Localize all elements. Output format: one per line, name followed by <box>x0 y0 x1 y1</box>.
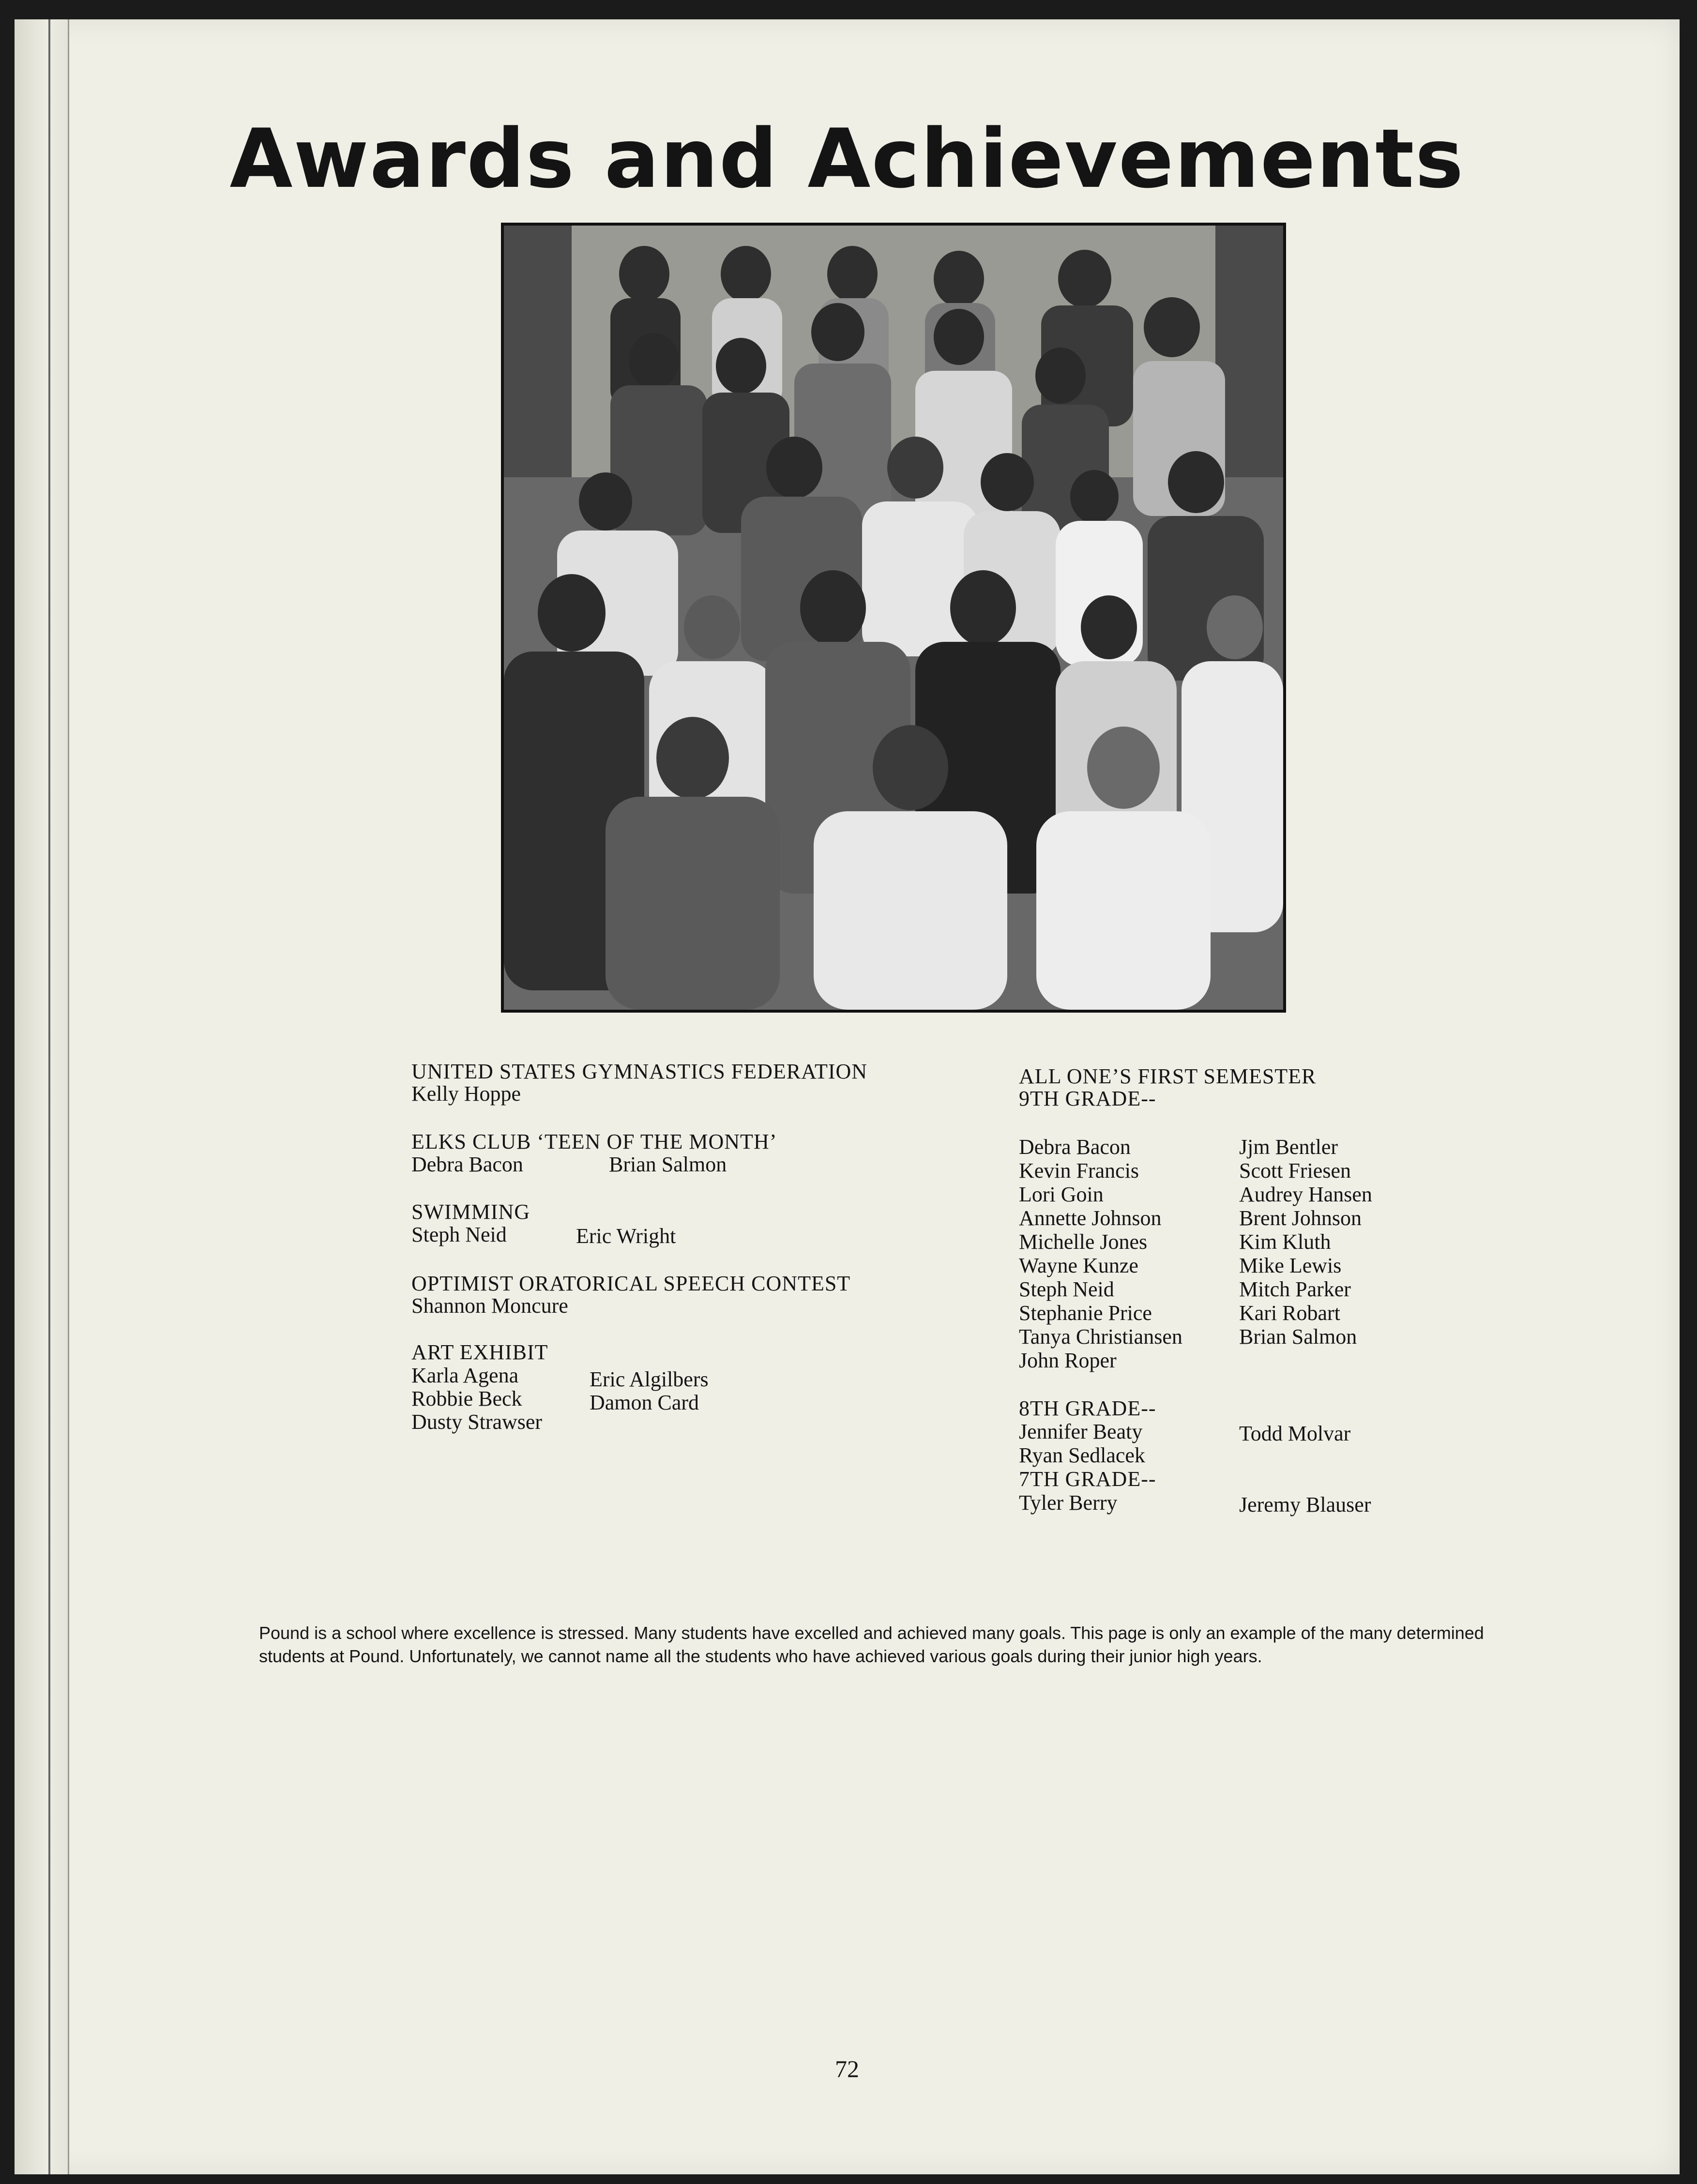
grade9-name: Wayne Kunze <box>1019 1254 1138 1277</box>
art-name-1: Karla Agena <box>411 1364 519 1387</box>
grade8-name-2: Todd Molvar <box>1239 1422 1351 1445</box>
grade9-name: Brian Salmon <box>1239 1325 1357 1349</box>
grade9-name: Debra Bacon <box>1019 1135 1131 1159</box>
page-caption: Pound is a school where excellence is stressed. Many students have excelled and achieved many goals. This page is only an example of the many determined students at Pound. Unfortunately, we cannot name all the students who have achieved various goals during their junior high years. <box>259 1623 1484 1666</box>
gymnastics-heading: UNITED STATES GYMNASTICS FEDERATION <box>411 1060 868 1083</box>
grade9-name: Stephanie Price <box>1019 1301 1152 1325</box>
art-name-4: Damon Card <box>590 1391 699 1414</box>
elks-name-2: Brian Salmon <box>609 1153 727 1176</box>
grade9-name: Audrey Hansen <box>1239 1183 1372 1206</box>
elks-name-1: Debra Bacon <box>411 1153 523 1176</box>
grade9-name: Brent Johnson <box>1239 1206 1362 1230</box>
page-number: 72 <box>835 2055 859 2082</box>
grade9-name: Kevin Francis <box>1019 1159 1139 1183</box>
yearbook-page <box>15 19 1680 2174</box>
art-heading: ART EXHIBIT <box>411 1340 548 1364</box>
grade9-name: Mitch Parker <box>1239 1277 1351 1301</box>
gymnastics-name: Kelly Hoppe <box>411 1082 521 1106</box>
art-name-5: Dusty Strawser <box>411 1410 543 1434</box>
group-photo <box>501 223 1286 1013</box>
grade9-name: Kim Kluth <box>1239 1230 1331 1254</box>
page-title: Awards and Achievements <box>229 111 1465 206</box>
grade9-name: Michelle Jones <box>1019 1230 1148 1254</box>
grade9-name: Tanya Christiansen <box>1019 1325 1182 1349</box>
grade8-name-3: Ryan Sedlacek <box>1019 1443 1145 1467</box>
grade8-label: 8TH GRADE-- <box>1019 1396 1156 1420</box>
grade9-name: Kari Robart <box>1239 1301 1340 1325</box>
grade8-name-1: Jennifer Beaty <box>1019 1420 1143 1443</box>
honor-roll-heading: ALL ONE’S FIRST SEMESTER <box>1019 1064 1317 1088</box>
grade9-name: Jjm Bentler <box>1239 1135 1338 1159</box>
art-name-3: Robbie Beck <box>411 1387 522 1410</box>
grade9-name: Scott Friesen <box>1239 1159 1351 1183</box>
optimist-name: Shannon Moncure <box>411 1294 568 1318</box>
grade9-label: 9TH GRADE-- <box>1019 1087 1156 1110</box>
grade9-name: Annette Johnson <box>1019 1206 1162 1230</box>
grade9-name: Lori Goin <box>1019 1183 1104 1206</box>
art-name-2: Eric Algilbers <box>590 1367 709 1391</box>
grade9-name: Mike Lewis <box>1239 1254 1342 1277</box>
grade9-name: Steph Neid <box>1019 1277 1114 1301</box>
page-binding <box>15 19 69 2174</box>
grade7-label: 7TH GRADE-- <box>1019 1467 1156 1491</box>
swimming-name-2: Eric Wright <box>576 1224 676 1248</box>
grade9-name: John Roper <box>1019 1349 1117 1372</box>
grade7-name-2: Jeremy Blauser <box>1239 1493 1371 1517</box>
grade7-name-1: Tyler Berry <box>1019 1491 1118 1515</box>
optimist-heading: OPTIMIST ORATORICAL SPEECH CONTEST <box>411 1272 851 1295</box>
elks-heading: ELKS CLUB ‘TEEN OF THE MONTH’ <box>411 1130 777 1153</box>
swimming-name-1: Steph Neid <box>411 1223 507 1246</box>
swimming-heading: SWIMMING <box>411 1200 530 1224</box>
group-photo-image <box>504 226 1283 1010</box>
